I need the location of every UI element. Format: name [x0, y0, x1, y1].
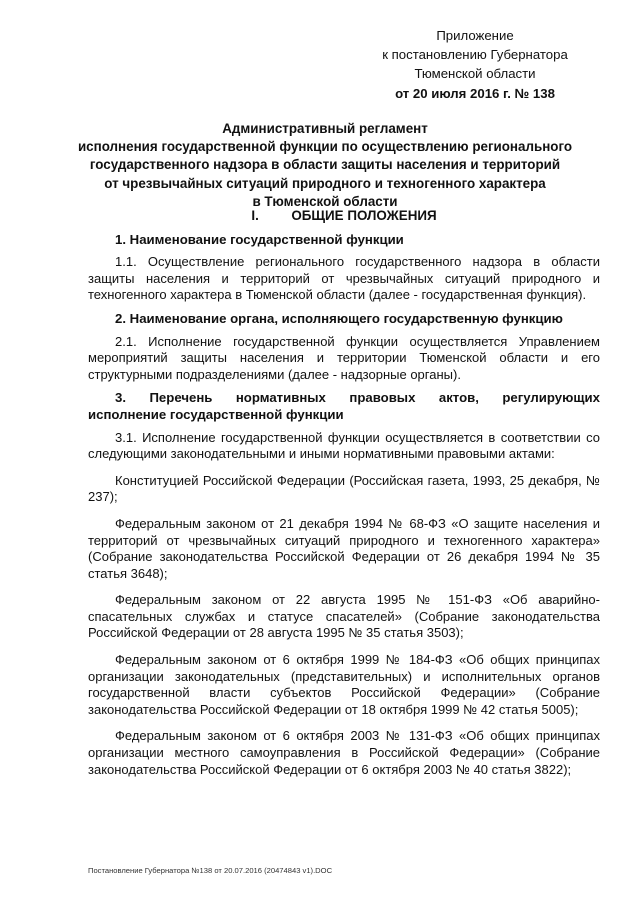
act-item: Федеральным законом от 21 декабря 1994 № 68-ФЗ «О защите населения и территорий от чрезвычайных ситуаций природного и техногенного характера» (Собрание законодательства Российской Федерации от 26 декабря 1994 № 35 статья 3648); — [88, 515, 600, 581]
section-title: ОБЩИЕ ПОЛОЖЕНИЯ — [291, 208, 437, 223]
subsection-title-word: Перечень — [149, 390, 213, 406]
subsection-heading-1 — [88, 232, 600, 249]
document-title — [70, 120, 580, 211]
document-title-line-3: государственного надзора в области защиты населения и территорий — [89, 157, 561, 173]
document-title-line-5: в Тюменской области — [252, 193, 398, 209]
document-title-line-2: исполнения государственной функции по осуществлению регионального — [77, 139, 573, 155]
act-item: Федеральным законом от 22 августа 1995 № 151-ФЗ «Об аварийно-спасательных службах и статусе спасателей» (Собрание законодательства Российской Федерации от 28 августа 1995 № 35 статья 3503); — [88, 592, 600, 641]
document-title-line-1: Административный регламент — [222, 121, 428, 136]
subsection-title-line-2: исполнение государственной функции — [88, 406, 344, 422]
section-heading — [88, 208, 600, 225]
act-item: Конституцией Российской Федерации (Российская газета, 1993, 25 декабря, № 237); — [88, 472, 600, 505]
paragraph-1-1: 1.1. Осуществление регионального государственного надзора в области защиты населения и территорий от чрезвычайных ситуаций природного и техногенного характера в Тюменской области (далее - государственная функция). — [88, 254, 600, 303]
appendix-date-number: от 20 июля 2016 г. № 138 — [395, 86, 555, 101]
act-item: Федеральным законом от 6 октября 1999 № 184-ФЗ «Об общих принципах организации законодательных (представительных) и исполнительных органов государственной власти субъектов Российской Федерации» (Собрание законодательства Российской Федерации от 18 октября 1999 № 42 статья 5005); — [88, 652, 600, 717]
subsection-number: 3. — [115, 390, 126, 406]
act-item: Федеральным законом от 6 октября 2003 № 131-ФЗ «Об общих принципах организации местного самоуправления в Российской Федерации» (Собрание законодательства Российской Федерации от 6 октября 2003 № 40 статья 3822); — [88, 728, 600, 777]
subsection-heading-2 — [88, 311, 600, 328]
subsection-title-word: нормативных — [235, 390, 326, 406]
subsection-title: Наименование государственной функции — [129, 231, 404, 247]
paragraph-2-1: 2.1. Исполнение государственной функции осуществляется Управлением мероприятий защиты населения и территории Тюменской области и его структурными подразделениями (далее - надзорные органы). — [88, 333, 600, 382]
subsection-title: Наименование органа, исполняющего государственную функцию — [129, 310, 563, 326]
appendix-line-1: к постановлению Губернатора — [382, 47, 568, 62]
subsection-number: 1. — [115, 231, 126, 247]
document-title-line-4: от чрезвычайных ситуаций природного и техногенного характера — [104, 175, 546, 191]
document-body — [88, 208, 600, 788]
subsection-number: 2. — [115, 310, 126, 326]
appendix-title: Приложение — [436, 28, 514, 43]
footer-file-name: Постановление Губернатора №138 от 20.07.2016 (20474843 v1).DOC — [88, 866, 333, 875]
appendix-block — [355, 26, 595, 103]
subsection-title-word: правовых — [349, 390, 416, 406]
subsection-title-word: регулирующих — [502, 390, 600, 406]
subsection-title-word: актов, — [438, 390, 479, 406]
section-number: I. — [251, 208, 259, 223]
paragraph-3-1: 3.1. Исполнение государственной функции осуществляется в соответствии со следующими законодательными и иными нормативными правовыми актами: — [88, 429, 600, 462]
subsection-heading-3 — [88, 390, 600, 423]
appendix-line-2: Тюменской области — [414, 66, 536, 81]
